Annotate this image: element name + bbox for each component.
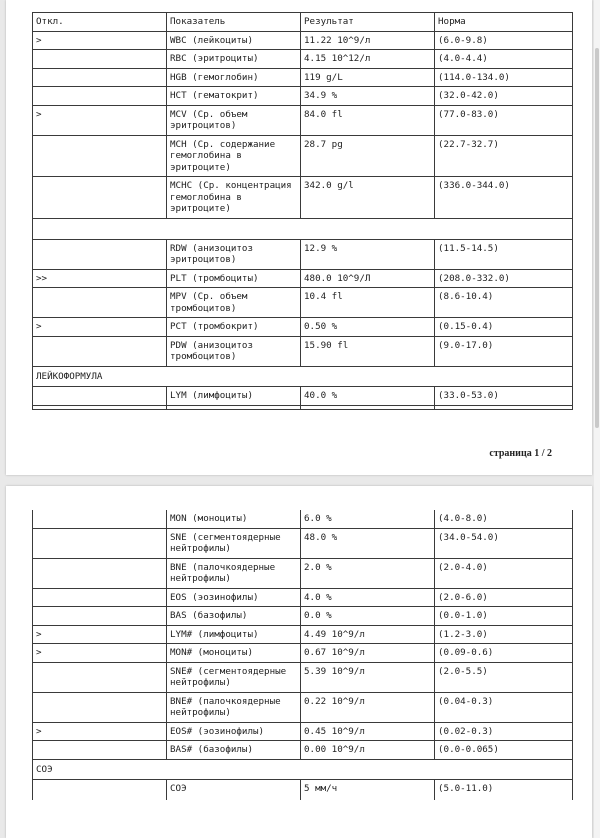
table-row xyxy=(33,31,573,50)
indicator-cell: EOS# (эозинофилы) xyxy=(167,722,301,741)
deviation-cell xyxy=(33,336,167,366)
result-cell: 480.0 10^9/Л xyxy=(301,269,435,288)
deviation-cell xyxy=(33,588,167,607)
table-row xyxy=(33,528,573,558)
norm-cell: (4.0-4.4) xyxy=(435,50,573,69)
norm-cell: (0.02-0.3) xyxy=(435,722,573,741)
result-cell: 0.0 % xyxy=(301,607,435,626)
deviation-cell xyxy=(33,558,167,588)
norm-cell: (0.09-0.6) xyxy=(435,644,573,663)
indicator-cell: LYM# (лимфоциты) xyxy=(167,625,301,644)
table-row xyxy=(33,644,573,663)
header-result: Результат xyxy=(301,13,435,32)
table-row xyxy=(33,510,573,528)
table-row xyxy=(33,50,573,69)
deviation-cell xyxy=(33,239,167,269)
norm-cell: (336.0-344.0) xyxy=(435,177,573,219)
indicator-cell: BAS# (базофилы) xyxy=(167,741,301,760)
norm-cell: (2.0-6.0) xyxy=(435,588,573,607)
table-row xyxy=(33,662,573,692)
norm-cell: (2.0-4.0) xyxy=(435,558,573,588)
result-cell: 0.22 10^9/л xyxy=(301,692,435,722)
result-cell: 28.7 pg xyxy=(301,135,435,177)
result-cell: 119 g/L xyxy=(301,68,435,87)
table-row xyxy=(33,692,573,722)
indicator-cell: BNE# (палочкоядерные нейтрофилы) xyxy=(167,692,301,722)
norm-cell: (9.0-17.0) xyxy=(435,336,573,366)
deviation-cell xyxy=(33,50,167,69)
result-cell: 0.45 10^9/л xyxy=(301,722,435,741)
indicator-cell: SNE# (сегментоядерные нейтрофилы) xyxy=(167,662,301,692)
norm-cell: (0.15-0.4) xyxy=(435,318,573,337)
result-cell: 10.4 fl xyxy=(301,288,435,318)
norm-cell: (5.0-11.0) xyxy=(435,780,573,800)
deviation-cell: >> xyxy=(33,269,167,288)
table-row xyxy=(33,288,573,318)
norm-cell: (0.0-1.0) xyxy=(435,607,573,626)
norm-cell: (1.2-3.0) xyxy=(435,625,573,644)
indicator-cell: MCH (Ср. содержание гемоглобина в эритроците) xyxy=(167,135,301,177)
result-cell: 48.0 % xyxy=(301,528,435,558)
norm-cell: (6.0-9.8) xyxy=(435,31,573,50)
deviation-cell: > xyxy=(33,644,167,663)
table-row xyxy=(33,177,573,219)
table-row xyxy=(33,780,573,800)
table-row-cut xyxy=(33,405,573,409)
indicator-cell: RBC (эритроциты) xyxy=(167,50,301,69)
header-norm: Норма xyxy=(435,13,573,32)
result-cell: 5.39 10^9/л xyxy=(301,662,435,692)
deviation-cell xyxy=(33,177,167,219)
norm-cell: (0.0-0.065) xyxy=(435,741,573,760)
deviation-cell xyxy=(33,87,167,106)
indicator-cell: PCT (тромбокрит) xyxy=(167,318,301,337)
blank-row xyxy=(33,218,573,239)
norm-cell: (33.0-53.0) xyxy=(435,387,573,406)
scroll-thumb[interactable] xyxy=(595,48,599,428)
result-cell: 4.0 % xyxy=(301,588,435,607)
deviation-cell: > xyxy=(33,318,167,337)
deviation-cell xyxy=(33,528,167,558)
table-row xyxy=(33,741,573,760)
section-title: ЛЕЙКОФОРМУЛА xyxy=(33,366,573,387)
table-row xyxy=(33,105,573,135)
norm-cell: (22.7-32.7) xyxy=(435,135,573,177)
result-cell: 15.90 fl xyxy=(301,336,435,366)
indicator-cell: SNE (сегментоядерные нейтрофилы) xyxy=(167,528,301,558)
norm-cell: (114.0-134.0) xyxy=(435,68,573,87)
indicator-cell: HCT (гематокрит) xyxy=(167,87,301,106)
deviation-cell: > xyxy=(33,722,167,741)
indicator-cell: BAS (базофилы) xyxy=(167,607,301,626)
result-cell: 4.49 10^9/л xyxy=(301,625,435,644)
indicator-cell: MON (моноциты) xyxy=(167,510,301,528)
indicator-cell: СОЭ xyxy=(167,780,301,800)
table-row xyxy=(33,68,573,87)
norm-cell: (77.0-83.0) xyxy=(435,105,573,135)
norm-cell: (11.5-14.5) xyxy=(435,239,573,269)
norm-cell: (2.0-5.5) xyxy=(435,662,573,692)
lab-results-table-page-2 xyxy=(32,510,573,800)
indicator-cell: MCV (Ср. объем эритроцитов) xyxy=(167,105,301,135)
indicator-cell: RDW (анизоцитоз эритроцитов) xyxy=(167,239,301,269)
indicator-cell: HGB (гемоглобин) xyxy=(167,68,301,87)
table-row xyxy=(33,318,573,337)
indicator-cell: WBC (лейкоциты) xyxy=(167,31,301,50)
norm-cell: (32.0-42.0) xyxy=(435,87,573,106)
section-title: СОЭ xyxy=(33,759,573,780)
section-row-leukoformula xyxy=(33,366,573,387)
deviation-cell xyxy=(33,692,167,722)
table-row xyxy=(33,722,573,741)
indicator-cell: LYM (лимфоциты) xyxy=(167,387,301,406)
deviation-cell xyxy=(33,662,167,692)
indicator-cell: MCHC (Ср. концентрация гемоглобина в эритроците) xyxy=(167,177,301,219)
indicator-cell: EOS (эозинофилы) xyxy=(167,588,301,607)
deviation-cell xyxy=(33,387,167,406)
deviation-cell: > xyxy=(33,31,167,50)
scrollbar[interactable] xyxy=(594,0,600,838)
document-page-2 xyxy=(6,486,592,838)
table-header-row xyxy=(33,13,573,32)
indicator-cell: MON# (моноциты) xyxy=(167,644,301,663)
result-cell: 12.9 % xyxy=(301,239,435,269)
deviation-cell xyxy=(33,510,167,528)
header-indicator: Показатель xyxy=(167,13,301,32)
deviation-cell xyxy=(33,741,167,760)
norm-cell: (34.0-54.0) xyxy=(435,528,573,558)
result-cell: 5 мм/ч xyxy=(301,780,435,800)
table-row xyxy=(33,239,573,269)
table-row xyxy=(33,87,573,106)
result-cell: 342.0 g/l xyxy=(301,177,435,219)
table-row xyxy=(33,607,573,626)
table-row xyxy=(33,558,573,588)
result-cell: 0.00 10^9/л xyxy=(301,741,435,760)
deviation-cell xyxy=(33,135,167,177)
table-row xyxy=(33,269,573,288)
indicator-cell: PDW (анизоцитоз тромбоцитов) xyxy=(167,336,301,366)
table-row xyxy=(33,387,573,406)
result-cell: 4.15 10^12/л xyxy=(301,50,435,69)
section-row-esr xyxy=(33,759,573,780)
result-cell: 34.9 % xyxy=(301,87,435,106)
result-cell: 40.0 % xyxy=(301,387,435,406)
result-cell: 11.22 10^9/л xyxy=(301,31,435,50)
norm-cell: (0.04-0.3) xyxy=(435,692,573,722)
deviation-cell: > xyxy=(33,105,167,135)
result-cell: 0.50 % xyxy=(301,318,435,337)
norm-cell: (4.0-8.0) xyxy=(435,510,573,528)
result-cell: 0.67 10^9/л xyxy=(301,644,435,663)
deviation-cell xyxy=(33,607,167,626)
document-page-1 xyxy=(6,0,592,475)
table-row xyxy=(33,336,573,366)
result-cell: 6.0 % xyxy=(301,510,435,528)
table-row xyxy=(33,135,573,177)
indicator-cell: MPV (Ср. объем тромбоцитов) xyxy=(167,288,301,318)
header-deviation: Откл. xyxy=(33,13,167,32)
table-row xyxy=(33,625,573,644)
table-row xyxy=(33,588,573,607)
deviation-cell: > xyxy=(33,625,167,644)
norm-cell: (8.6-10.4) xyxy=(435,288,573,318)
deviation-cell xyxy=(33,288,167,318)
indicator-cell: BNE (палочкоядерные нейтрофилы) xyxy=(167,558,301,588)
norm-cell: (208.0-332.0) xyxy=(435,269,573,288)
indicator-cell: PLT (тромбоциты) xyxy=(167,269,301,288)
deviation-cell xyxy=(33,780,167,800)
result-cell: 84.0 fl xyxy=(301,105,435,135)
lab-results-table-page-1 xyxy=(32,12,573,410)
result-cell: 2.0 % xyxy=(301,558,435,588)
page-number: страница 1 / 2 xyxy=(489,448,552,459)
deviation-cell xyxy=(33,68,167,87)
